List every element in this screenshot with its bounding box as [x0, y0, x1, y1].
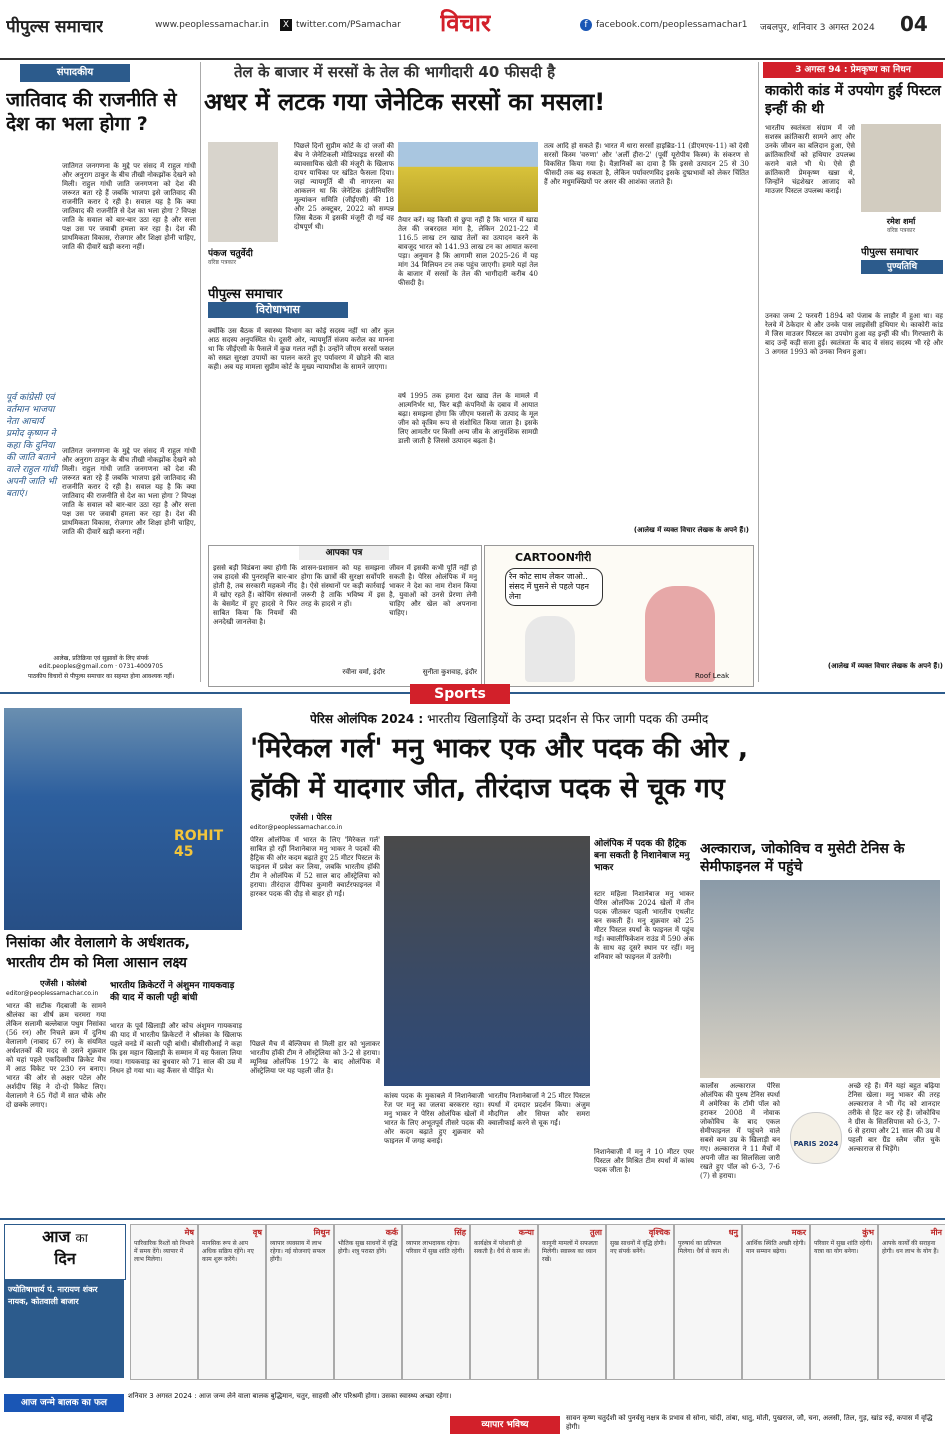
editorial-body-cont: जातिगत जनगणना के मुद्दे पर संसद में राहुल गांधी और अनुराग ठाकुर के बीच तीखी नोकझोंक देखने को मिली। राहुल गांधी जाति जनगणना को देश की जरूरत बता रहे हैं जबकि भाजपा इसे जातिवाद की राजनीति करार दे रही है। सवाल यह है कि क्या जातिवाद की राजनीति से देश का भला होगा ? विपक्ष जाति के सवाल को बार-बार उठा रहा है और सत्ता पक्ष उस पर जवाबी हमला कर रहा है। देश की प्राथमिकता विकास, रोजगार और शिक्षा होनी चाहिए, जाति की दीवारें खड़ी करना नहीं। [62, 447, 196, 536]
horoscope-sign [470, 1224, 538, 1380]
side-headline: काकोरी कांड में उपयोग हुई पिस्टल इन्हीं की थी [765, 83, 941, 117]
editorial-disclaimer: पाठकीय विचारों से पीपुल्स समाचार का सहमत होना आवश्यक नहीं। [27, 673, 175, 680]
letters-tag: आपका पत्र [299, 546, 389, 560]
lead-body-e: तत्व आदि हो सकते हैं। भारत में धारा सरसों हाइब्रिड-11 (डीएमएच-11) को देसी सरसों किस्म 'वरुणा' और 'अर्ली हीरा-2' (पूर्वी यूरोपीय किस्म) के संकरण से विकसित किया गया है। वैज्ञानिकों का दावा है कि इससे उत्पादन 25 से 30 फीसदी तक बढ़ सकता है, लेकिन पर्यावरणविद इसके दुष्प्रभावों को लेकर चिंतित हैं और मधुमक्खियों पर असर की आशंका जताते हैं। [544, 142, 749, 186]
editorial-phone: 0731-4009705 [118, 663, 164, 670]
horoscope-sign [538, 1224, 606, 1380]
cricket-email[interactable]: editor@peoplessamachar.co.in [6, 990, 99, 997]
side-footnote: (आलेख में व्यक्त विचार लेखक के अपने हैं।) [827, 662, 943, 670]
horoscope-sign-name: वृश्चिक [648, 1228, 670, 1237]
cartoon-credit: Roof Leak [695, 672, 730, 680]
cricket-obit-body: भारत के पूर्व खिलाड़ी और कोच अंशुमन गायकवाड़ की याद में भारतीय क्रिकेटरों ने श्रीलंका के खिलाफ पहले वनडे में काली पट्टी बांधी। बीसीसीआई ने कहा कि इस महान खिलाड़ी के सम्मान में यह फैसला लिया गया। गायकवाड़ का बुधवार को 71 साल की उम्र में निधन हो गया था। वह कैंसर से पीड़ित थे। [110, 1022, 242, 1075]
manu-sidebar [594, 838, 694, 1210]
sports-banner: Sports [410, 684, 510, 704]
horoscope-sign [266, 1224, 334, 1380]
birthday-label: आज जन्मे बालक का फल [4, 1394, 124, 1412]
horoscope-sign-name: कन्या [518, 1228, 534, 1237]
horoscope-title-3: दिन [54, 1249, 76, 1268]
cricket-obit-title: भारतीय क्रिकेटरों ने अंशुमन गायकवाड़ की याद में काली पट्टी बांधी [110, 981, 235, 1003]
side-kicker: 3 अगस्त 94 : प्रेमकृष्ण का निधन [763, 62, 943, 78]
horoscope-sign-text: आर्थिक स्थिति अच्छी रहेगी। मान सम्मान बढ़ेगा। [746, 1240, 806, 1255]
horoscope-sign [334, 1224, 402, 1380]
editorial-contact: आलेख, प्रतिक्रिया एवं सुझावों के लिए संपर्क [53, 655, 149, 662]
lead-footnote: (आलेख में व्यक्त विचार लेखक के अपने हैं।) [633, 526, 749, 534]
horoscope-sign [402, 1224, 470, 1380]
tennis-body-1: कार्लोस अल्काराज पेरिस ओलंपिक की पुरुष टेनिस स्पर्धा में अमेरिका के टॉमी पॉल को हराकर 2008 में नोवाक जोकोविच के बाद एकल सेमीफाइनल में पहुंचने वाले सबसे कम उम्र के खिलाड़ी बन गए। अल्काराज ने 11 मैचों में अपनी जीत का सिलसिला जारी रखते हुए पॉल को 6-3, 7-6 (7) से हराया। [700, 1082, 780, 1180]
market-text: सावन कृष्ण चतुर्दशी को पुनर्वसु नक्षत्र के प्रभाव से सोना, चांदी, तांबा, धातु, मोती, पुखराज, जौ, चना, अलसी, तिल, गुड़, खांड रुई, कपास में वृद्धि होगी। [566, 1414, 933, 1431]
horoscope-box [0, 1218, 945, 1447]
cartoon-figure-woman [645, 586, 715, 682]
sports-headline-1: 'मिरेकल गर्ल' मनु भाकर एक और पदक की ओर , [250, 733, 749, 764]
horoscope-sign-text: कार्यक्षेत्र में परेशानी हो सकती है। धैर्य से काम लें। [474, 1240, 530, 1255]
cricket-headline-1: निसांका और वेलालागे के अर्धशतक, [6, 935, 190, 951]
author-photo [208, 142, 278, 242]
sports-kicker-bold: पेरिस ओलंपिक 2024 : [310, 712, 424, 726]
horoscope-sign [198, 1224, 266, 1380]
lead-body-c: तैयार करें। यह किसी से छुपा नहीं है कि भारत में खाद्य तेल की जबरदस्त मांग है, लेकिन 2021-22 में 116.5 लाख टन खाद्य तेलों का उत्पादन करने के बावजूद भारत को 141.93 लाख टन का आयात करना पड़ा। अनुमान है कि आगामी साल 2025-26 में यह मांग 34 मिलियन टन तक पहुंच जाएगी। हमारे यहां तेल के बाजार में सरसों के तेल की भागीदारी करीब 40 फीसदी है। [398, 216, 538, 287]
manu-body-3: कांस्य पदक के मुकाबले में निशानेबाजी रेंज पर मनु का जलवा बरकरार रहा। मनु भाकर ने पेरिस ओलंपिक खेलों में भारत के लिए अभूतपूर्व तीसरे पदक की ओर कदम बढ़ाते हुए शुक्रवार को फाइनल में जगह बनाई। [384, 1092, 484, 1145]
horoscope-sign [810, 1224, 878, 1380]
cricket-byline: एजेंसी । कोलंबो [40, 979, 87, 988]
letters-sign-2: सुनीता कुशवाह, इंदौर [422, 668, 477, 676]
cricket-body: भारत की सटीक गेंदबाजी के सामने श्रीलंका का शीर्ष क्रम चरमरा गया लेकिन सलामी बल्लेबाज पथुम निसांका (56 रन) और निचले क्रम में दुनिथ वेलालागे (नाबाद 67 रन) के संयमित अर्धशतकों की मदद से उसने शुक्रवार को यहां पहले एकदिवसीय क्रिकेट मैच में आठ विकेट पर 230 रन बनाए। भारत की ओर से अक्षर पटेल और अर्शदीप सिंह ने दो-दो विकेट लिए। वेलालागे ने 65 गेंदों में सात चौके और दो छक्के लगाए। [6, 1002, 106, 1109]
tennis-body-2: अच्छे रहे हैं। मैंने यहां बहुत बढ़िया टेनिस खेला। मनु भाकर की तरह अल्काराज ने भी गेंद को शानदार तरीके से हिट कर रहे हैं। जोकोविच ने ग्रीस के सितसिपास को 6-3, 7-6 से हराया और 21 साल की उम्र में पहली बार ग्रैंड स्लैम जीत चुके अल्काराज से भिड़ेंगे। [848, 1082, 940, 1153]
letters-box [208, 545, 482, 687]
lead-column-logo: पीपुल्स समाचार [208, 287, 283, 302]
side-column-tag: पुण्यतिथि [861, 260, 943, 274]
lead-body-b: क्योंकि उस बैठक में स्वास्थ्य विभाग का कोई सदस्य नहीं था और कुल आठ सदस्य अनुपस्थित थे। दूसरी ओर, न्यायमूर्ति संजय करोल का मानना था कि जीईएसी के फैसले में कुछ गलत नहीं है। उन्होंने जीएम सरसों फसल को सख्त सुरक्षा उपायों का पालन करते हुए पर्यावरण में छोड़ने की बात कही। अब यह मामला सुप्रीम कोर्ट के मुख्य न्यायाधीश के सामने जाएगा। [208, 327, 394, 371]
horoscope-sign-name: वृष [252, 1228, 262, 1237]
manu-photo [384, 836, 590, 1086]
horoscope-sign-text: पारिवारिक रिश्तों को निभाने में समय देंगे। व्यापार में लाभ मिलेगा। [134, 1240, 194, 1263]
manu-sidebar-body-2: निशानेबाजी में मनु ने 10 मीटर एयर पिस्टल और मिश्रित टीम स्पर्धा में कांस्य पदक जीता है। [594, 1148, 694, 1174]
manu-sidebar-body: स्टार महिला निशानेबाज मनु भाकर पेरिस ओलंपिक 2024 खेलों में तीन पदक जीतकर पहली भारतीय एथलीट बन सकती हैं। मनु शुक्रवार को 25 मीटर पिस्टल स्पर्धा के फाइनल में पहुंच गईं। क्वालीफिकेशन राउंड में 590 अंक के साथ वह दूसरे स्थान पर रहीं। मनु शनिवार को फाइनल में उतरेंगी। [594, 890, 694, 961]
lead-article [204, 62, 754, 542]
masthead-website[interactable]: www.peoplessamachar.in [155, 20, 269, 30]
letters-body-2: शासन-प्रशासन को यह समझना होगा कि छात्रों की सुरक्षा सर्वोपरि है। ऐसे संस्थानों पर कड़ी कार्रवाई जरूरी है ताकि भविष्य में इस तरह के हादसे न हों। [301, 564, 385, 608]
section-title: विचार [440, 9, 491, 37]
cartoon-title: CARTOONगीरी [515, 551, 592, 564]
panchang: ज्योतिषाचार्य पं. नारायण शंकर नायक, कोतवाली बाजार [4, 1280, 124, 1378]
manu-body: पेरिस ओलंपिक में भारत के लिए 'मिरेकल गर्ल' साबित हो रहीं निशानेबाज मनु भाकर ने पदकों की हैट्रिक की ओर कदम बढ़ाते हुए 25 मीटर पिस्टल के फाइनल में प्रवेश कर लिया, जबकि भारतीय हॉकी टीम ने ओलंपिक में 52 साल बाद ऑस्ट्रेलिया को हराया। तीरंदाज दीपिका कुमारी क्वार्टरफाइनल में हारकर पदक की दौड़ से बाहर हो गईं। [250, 836, 380, 898]
horoscope-sign-text: व्यापार व्यवसाय में लाभ रहेगा। नई योजनाएं सफल होंगी। [270, 1240, 326, 1263]
sports-kicker-text: भारतीय खिलाड़ियों के उम्दा प्रदर्शन से फिर जागी पदक की उम्मीद [427, 712, 709, 726]
masthead-facebook[interactable]: facebook.com/peoplessamachar1 [596, 20, 748, 30]
horoscope-sign-name: कुंभ [862, 1228, 874, 1237]
horoscope-sign-name: मेष [184, 1228, 194, 1237]
editorial-headline: जातिवाद की राजनीति से देश का भला होगा ? [6, 89, 177, 135]
lead-body-d: वर्ष 1995 तक हमारा देश खाद्य तेल के मामले में आत्मनिर्भर था, फिर बड़ी कंपनियों के दबाव में आयात बढ़ा। समझना होगा कि जीएम फसलों के उत्पाद के मूल जीन को कृत्रिम रूप से संशोधित किया जाता है। इसके लिए आमतौर पर किसी अन्य जीव के आनुवंशिक सामग्री डाली जाती है जिससे उत्पादन बढ़ता है। [398, 392, 538, 445]
horoscope-sign [130, 1224, 198, 1380]
masthead-twitter[interactable]: twitter.com/PSamachar [296, 20, 401, 30]
editorial-kicker: संपादकीय [20, 64, 130, 82]
horoscope-sign-text: पुरुषार्थ का प्रतिफल मिलेगा। धैर्य से काम लें। [678, 1240, 730, 1255]
twitter-icon: X [280, 19, 292, 31]
horoscope-sign [606, 1224, 674, 1380]
horoscope-sign-text: भौतिक सुख साधनों में वृद्धि होगी। शत्रु परास्त होंगे। [338, 1240, 398, 1255]
editorial-body: जातिगत जनगणना के मुद्दे पर संसद में राहुल गांधी और अनुराग ठाकुर के बीच तीखी नोकझोंक देखने को मिली। राहुल गांधी जाति जनगणना को देश की जरूरत बता रहे हैं जबकि भाजपा इसे जातिवाद की राजनीति करार दे रही है। सवाल यह है कि क्या जातिवाद की राजनीति से देश का भला होगा ? विपक्ष जाति के सवाल को बार-बार उठा रहा है और सत्ता पक्ष उस पर जवाबी हमला कर रहा है। देश की प्राथमिकता विकास, रोजगार और शिक्षा होनी चाहिए, जाति की दीवारें खड़ी करना नहीं। [62, 162, 196, 251]
cartoon-box [484, 545, 754, 687]
horoscope-title [4, 1224, 126, 1280]
editorial-column [0, 62, 201, 682]
horoscope-title-1: आज [42, 1227, 71, 1246]
letters-sign-1: रवीना वर्मा, इंदौर [342, 668, 385, 676]
mustard-field-photo [398, 142, 538, 212]
manu-body-4: भारतीय निशानेबाजों ने 25 मीटर पिस्टल स्पर्धा में दमदार प्रदर्शन किया। अंजुम मौदगिल और सिफ्त कौर समरा क्वालीफाई करने से चूक गईं। [488, 1092, 590, 1127]
letters-body-1: इससे बड़ी विडंबना क्या होगी कि जब हादसे की पुनरावृत्ति बार-बार होती है, तब सरकारी महकमे नींद में खोए रहते हैं। कोचिंग संस्थानों के बेसमेंट में हुए हादसे ने फिर साबित किया कि नियमों की अनदेखी जानलेवा है। [213, 564, 297, 626]
manu-body-2: पिछले मैच में बेल्जियम से मिली हार को भुलाकर भारतीय हॉकी टीम ने ऑस्ट्रेलिया को 3-2 से हराया। म्यूनिख ओलंपिक 1972 के बाद ओलंपिक में ऑस्ट्रेलिया पर यह पहली जीत है। [250, 1040, 380, 1075]
sports-headline-2: हॉकी में यादगार जीत, तीरंदाज पदक से चूक गए [250, 773, 725, 804]
horoscope-sign [878, 1224, 945, 1380]
tennis-headline: अल्काराज, जोकोविच व मुसेटी टेनिस के सेमीफाइनल में पहुंचे [700, 841, 905, 875]
side-intro: भारतीय स्वतंत्रता संग्राम में जो सशस्त्र क्रांतिकारी सामने आए और उनके जीवन का बलिदान हुआ, ऐसे क्रांतिकारियों को हथियार उपलब्ध कराने वाले भी थे। ऐसे ही क्रांतिकारी प्रेमकृष्ण खन्ना थे, जिन्होंने चंद्रशेखर आजाद को माउजर पिस्टल उपलब्ध कराई। [765, 124, 855, 195]
horoscope-sign-text: कानूनी मामलों में सफलता मिलेगी। स्वास्थ्य का ध्यान रखें। [542, 1240, 598, 1263]
horoscope-sign-text: आपके कार्यों की सराहना होगी। धन लाभ के योग हैं। [882, 1240, 939, 1255]
cricket-photo [4, 708, 242, 930]
manu-email[interactable]: editor@peoplessamachar.co.in [250, 824, 343, 831]
horoscope-sign-name: सिंह [454, 1228, 466, 1237]
lead-headline: अधर में लटक गया जेनेटिक सरसों का मसला! [204, 88, 606, 116]
side-column-logo: पीपुल्स समाचार [861, 247, 919, 258]
horoscope-title-2: का [75, 1231, 88, 1245]
horoscope-sign-name: कर्क [385, 1228, 398, 1237]
lead-deck: तेल के बाजार में सरसों के तेल की भागीदारी 40 फीसदी है [234, 63, 556, 81]
horoscope-sign [742, 1224, 810, 1380]
masthead-dateline: जबलपुर, शनिवार 3 अगस्त 2024 [760, 23, 875, 33]
lead-column-tag: विरोधाभास [208, 302, 348, 318]
paris-logo-text: PARIS 2024 [793, 1140, 839, 1148]
cartoon-figure-man [525, 616, 575, 682]
market-label: व्यापार भविष्य [450, 1416, 560, 1434]
horoscope-sign-text: सुख साधनों में वृद्धि होगी। नए संपर्क बनेंगे। [610, 1240, 666, 1255]
lead-body-a: पिछले दिनों सुप्रीम कोर्ट के दो जजों की बेंच ने जेनेटिकली मोडिफाइड सरसों की व्यावसायिक खेती की मंजूरी के खिलाफ दायर याचिका पर खंडित फैसला दिया। जहां न्यायमूर्ति बी वी नागरत्ना का आकलन था कि जेनेटिक इंजीनियरिंग मूल्यांकन समिति (जीईएसी) की 18 और 25 अक्टूबर, 2022 को सम्पन्न जिस बैठक में इसकी मंजूरी दी गई वह दोषपूर्ण थी। [294, 142, 394, 231]
cricket-photo-caption: ROHIT 45 [174, 828, 224, 860]
side-column [758, 62, 944, 682]
masthead-logo: पीपुल्स समाचार [6, 17, 104, 37]
page-number: 04 [900, 12, 928, 36]
editorial-pullquote: पूर्व कांग्रेसी एवं वर्तमान भाजपा नेता आचार्य प्रमोद कृष्णन ने कहा कि दुनिया की जाति बताने वाले राहुल गांधी अपनी जाति भी बताएं। [6, 393, 58, 499]
editorial-email-text[interactable]: edit.peoples@gmail.com [38, 663, 114, 670]
horoscope-sign-text: परिवार में सुख शांति रहेगी। यात्रा का योग बनेगा। [814, 1240, 873, 1255]
paris-2024-logo [790, 1112, 842, 1164]
horoscope-sign-name: मकर [791, 1228, 806, 1237]
tennis-photo [700, 880, 940, 1078]
sports-kicker [310, 710, 940, 727]
manu-byline: एजेंसी । पेरिस [290, 813, 332, 822]
cartoon-speech: रेन कोट साथ लेकर जाओ.. संसद में घुसने से पहले पहन लेना [505, 568, 603, 606]
lead-author-role: वरिष्ठ पत्रकार [208, 259, 237, 266]
horoscope-sign [674, 1224, 742, 1380]
letters-body-3: जीवन में इसकी कभी पूर्ति नहीं हो सकती है। पेरिस ओलंपिक में मनु भाकर ने देश का नाम रोशन किया है, युवाओं को उनसे प्रेरणा लेनी चाहिए और खेल को अपनाना चाहिए। [389, 564, 477, 617]
editorial-email[interactable]: edit.peoples@gmail.com · 0731-4009705 [38, 663, 164, 670]
horoscope-sign-text: मानसिक रूप से आप अधिक सक्रिय रहेंगे। नए काम शुरू करेंगे। [202, 1240, 254, 1263]
horoscope-sign-name: मिथुन [313, 1228, 330, 1237]
manu-sidebar-title: ओलंपिक में पदक की हैट्रिक बना सकती है निशानेबाज मनु भाकर [594, 839, 690, 873]
horoscope-sign-name: मीन [930, 1228, 942, 1237]
lead-author: पंकज चतुर्वेदी [208, 249, 253, 259]
horoscope-sign-name: तुला [589, 1228, 602, 1237]
cricket-headline-2: भारतीय टीम को मिला आसान लक्ष्य [6, 955, 187, 971]
horoscope-sign-name: धनु [728, 1228, 738, 1237]
side-body: उनका जन्म 2 फरवरी 1894 को पंजाब के लाहौर में हुआ था। वह रेलवे में ठेकेदार थे और उनके पास लाइसेंसी हथियार थे। काकोरी कांड में जिस माउजर पिस्टल का उपयोग हुआ वह इन्हीं की थी। गिरफ्तारी के बाद उन्हें कड़ी सजा हुई। स्वतंत्रता के बाद वे संसद सदस्य भी रहे और 3 अगस्त 1993 को उनका निधन हुआ। [765, 312, 943, 356]
side-author-role: वरिष्ठ पत्रकार [886, 227, 916, 234]
side-author: रमेश शर्मा [886, 217, 916, 226]
facebook-icon: f [580, 19, 592, 31]
horoscope-sign-text: व्यापार लाभदायक रहेगा। परिवार में सुख शांति रहेगी। [406, 1240, 465, 1255]
masthead [0, 0, 945, 60]
side-author-photo [861, 124, 941, 212]
birthday-text: शनिवार 3 अगस्त 2024 : आज जन्म लेने वाला बालक बुद्धिमान, चतुर, साहसी और परिश्रमी होगा। उसका स्वास्थ्य अच्छा रहेगा। [128, 1392, 452, 1400]
